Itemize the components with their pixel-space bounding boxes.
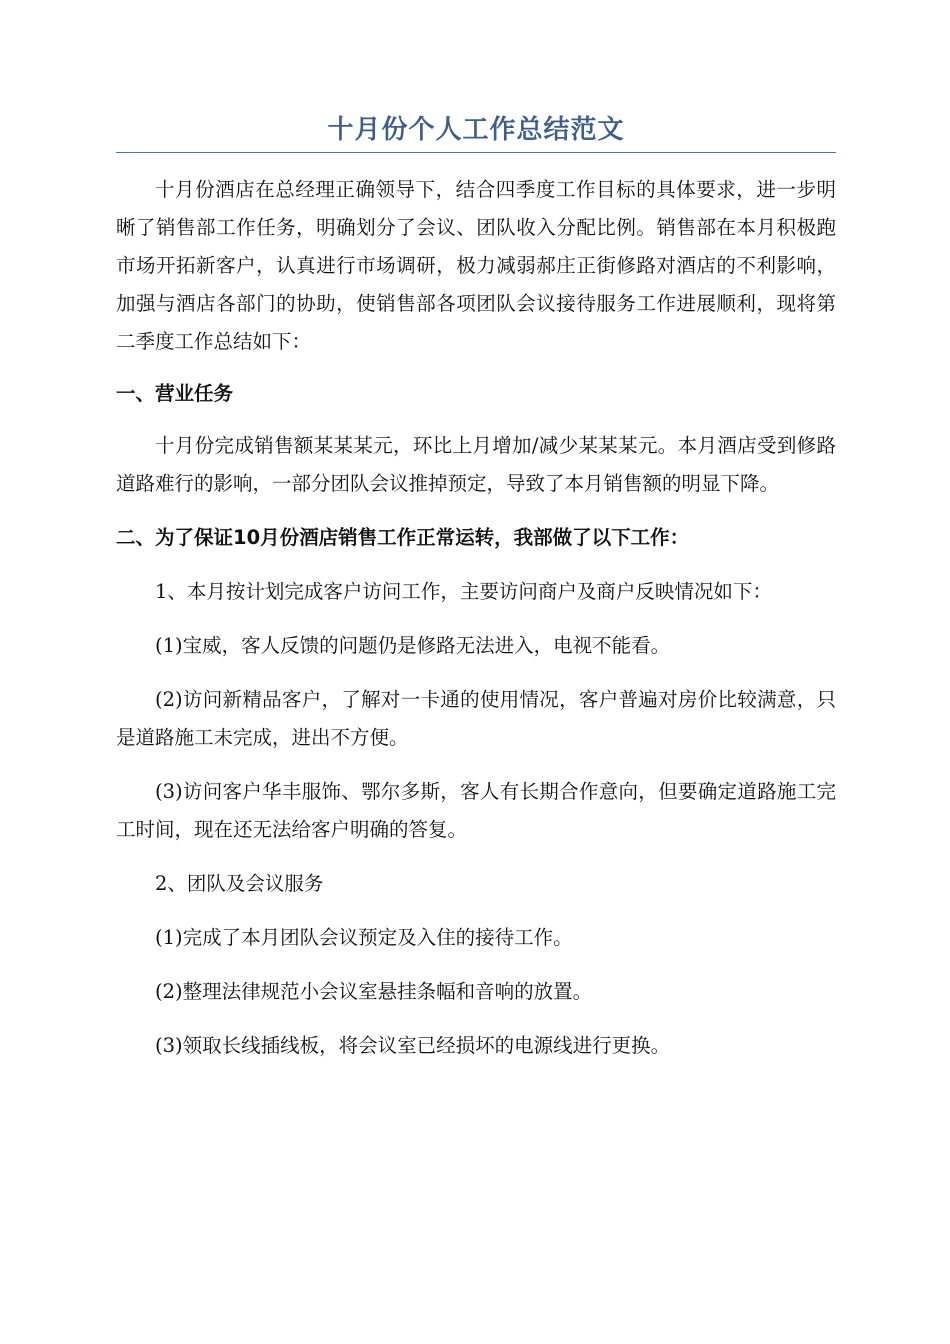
section-heading-business-tasks: 一、营业任务 [116, 382, 234, 405]
item-team-meeting-service: 2、团队及会议服务 [155, 872, 324, 895]
section-heading-work-done: 二、为了保证10月份酒店销售工作正常运转，我部做了以下工作： [116, 526, 690, 549]
client-visit-item: (1)宝威，客人反馈的问题仍是修路无法进入，电视不能看。 [155, 634, 671, 657]
intro-paragraph: 十月份酒店在总经理正确领导下，结合四季度工作目标的具体要求，进一步明晰了销售部工作任务，明确划分了会议、团队收入分配比例。销售部在本月积极跑市场开拓新客户，认真进行市场调研，极力减弱郝庄正街修路对酒店的不利影响，加强与酒店各部门的协助，使销售部各项团队会议接待服务工作进展顺利，现将第二季度工作总结如下： [116, 178, 836, 353]
meeting-service-item: (2)整理法律规范小会议室悬挂条幅和音响的放置。 [155, 980, 593, 1003]
client-visit-item: (3)访问客户华丰服饰、鄂尔多斯，客人有长期合作意向，但要确定道路施工完工时间，现在还无法给客户明确的答复。 [116, 780, 836, 841]
business-tasks-paragraph: 十月份完成销售额某某某元，环比上月增加/减少某某某元。本月酒店受到修路道路难行的影响，一部分团队会议推掉预定，导致了本月销售额的明显下降。 [116, 434, 836, 495]
document-body [116, 110, 836, 1065]
document-title: 十月份个人工作总结范文 [116, 110, 836, 153]
meeting-service-item: (3)领取长线插线板，将会议室已经损坏的电源线进行更换。 [155, 1034, 671, 1057]
client-visit-item: (2)访问新精品客户，了解对一卡通的使用情况，客户普遍对房价比较满意，只是道路施工未完成，进出不方便。 [116, 688, 836, 749]
item-client-visits: 1、本月按计划完成客户访问工作，主要访问商户及商户反映情况如下： [155, 580, 772, 603]
meeting-service-item: (1)完成了本月团队会议预定及入住的接待工作。 [155, 926, 573, 949]
